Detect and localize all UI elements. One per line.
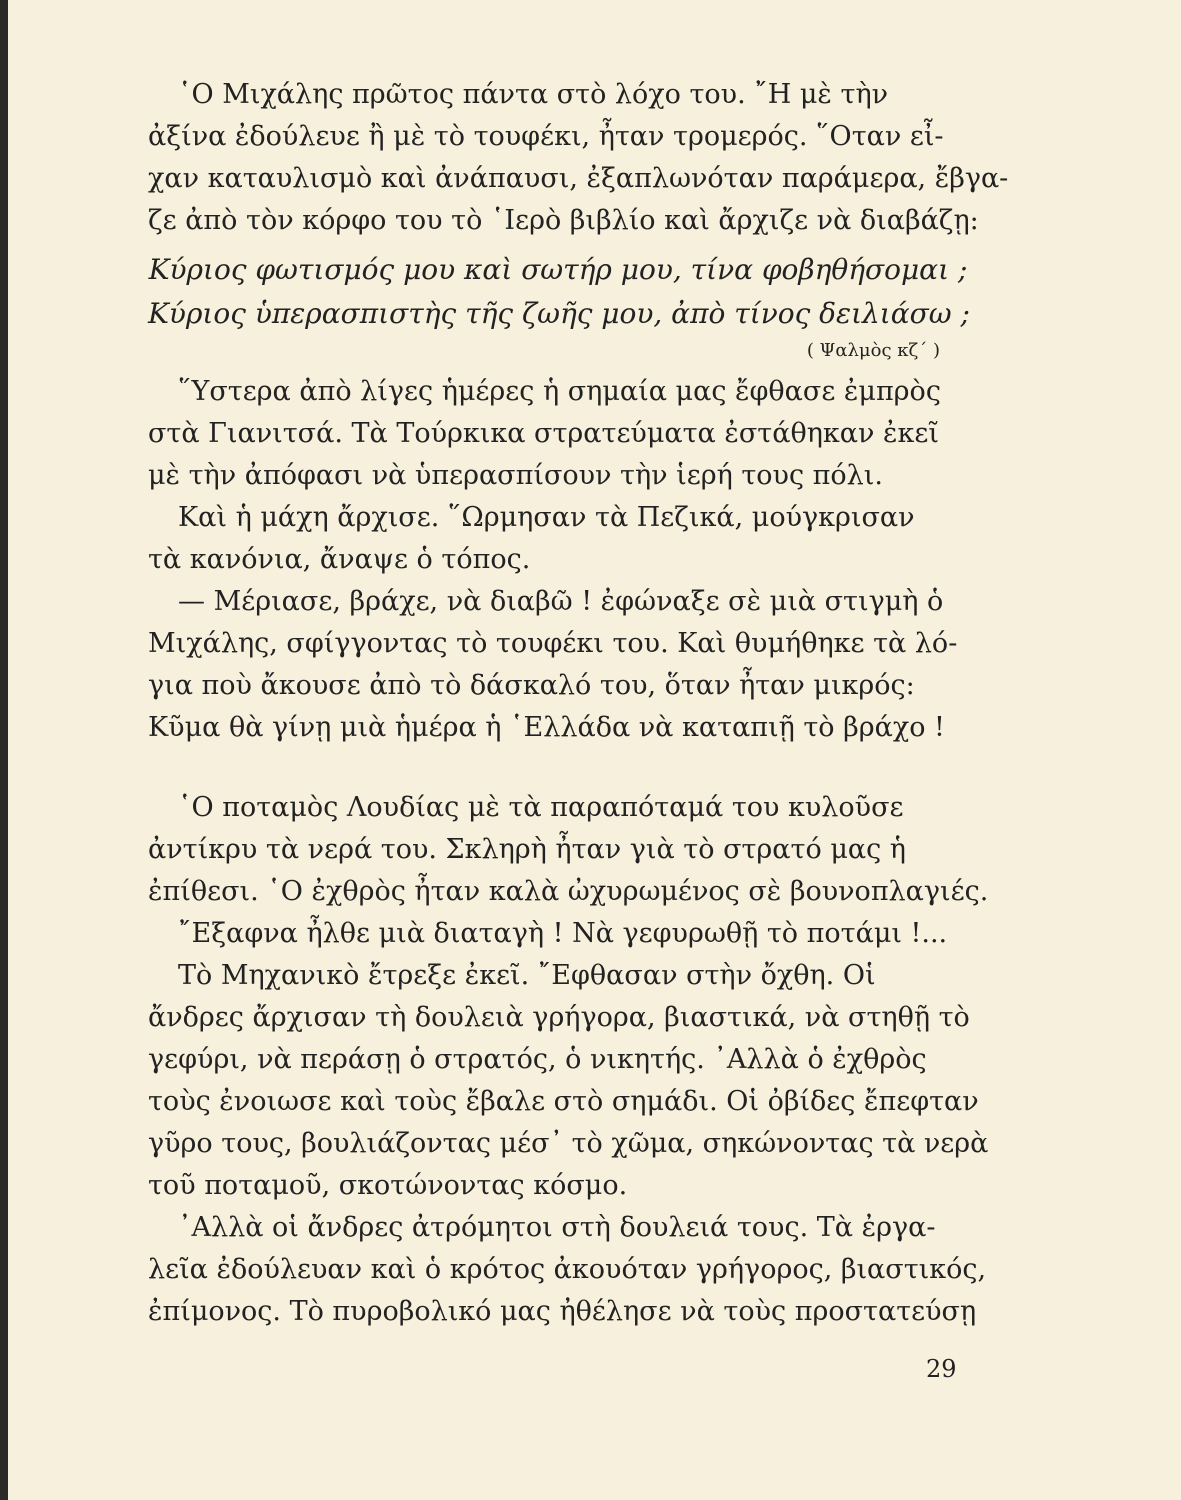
paragraph-6 (148, 913, 968, 955)
paragraph-2 (148, 371, 968, 497)
paragraph-1 (148, 74, 1009, 242)
text-line: στὰ Γιανιτσά. Τὰ Τούρκικα στρατεύματα ἐστάθηκαν ἐκεῖ (148, 418, 939, 449)
verse-reference: ( Ψαλμὸς κζ΄ ) (806, 340, 940, 361)
text-line: Τὸ Μηχανικὸ ἔτρεξε ἐκεῖ. ῎Εφθασαν στὴν ὄχθη. Οἱ (178, 960, 876, 991)
psalm-verse (148, 248, 968, 336)
paragraph-5 (148, 787, 989, 913)
text-line: για ποὺ ἄκουσε ἀπὸ τὸ δάσκαλό του, ὅταν ἦταν μικρός: (148, 670, 915, 701)
text-line: γῦρο τους, βουλιάζοντας μέσ᾿ τὸ χῶμα, σηκώνοντας τὰ νερὰ (148, 1128, 989, 1159)
text-line: ῾Ο ποταμὸς Λουδίας μὲ τὰ παραπόταμά του κυλοῦσε (178, 792, 904, 823)
text-line: ζε ἀπὸ τὸν κόρφο του τὸ ῾Ιερὸ βιβλίο καὶ ἄρχιζε νὰ διαβάζῃ: (148, 205, 979, 236)
text-line: ἐπίμονος. Τὸ πυροβολικό μας ἠθέλησε νὰ τοὺς προστατεύσῃ (148, 1296, 977, 1327)
text-line: ἀντίκρυ τὰ νερά του. Σκληρὴ ἦταν γιὰ τὸ στρατό μας ἡ (148, 834, 906, 865)
verse-line: Κύριος ὑπερασπιστὴς τῆς ζωῆς μου, ἀπὸ τίνος δειλιάσω ; (148, 297, 970, 330)
text-line: ῾Ο Μιχάλης πρῶτος πάντα στὸ λόχο του. ῎Η μὲ τὴν (178, 79, 889, 110)
verse-line: Κύριος φωτισμός μου καὶ σωτήρ μου, τίνα φοβηθήσομαι ; (148, 253, 968, 286)
text-line: ᾿Αλλὰ οἱ ἄνδρες ἀτρόμητοι στὴ δουλειά τους. Τὰ ἐργα- (178, 1212, 936, 1243)
text-line: χαν καταυλισμὸ καὶ ἀνάπαυσι, ἐξαπλωνόταν παράμερα, ἔβγα- (148, 163, 1009, 194)
text-line: Καὶ ἡ μάχη ἄρχισε. ῞Ωρμησαν τὰ Πεζικά, μούγκρισαν (178, 502, 915, 533)
text-line: τοῦ ποταμοῦ, σκοτώνοντας κόσμο. (148, 1170, 628, 1201)
book-page (148, 74, 1009, 1333)
paragraph-7 (148, 955, 989, 1207)
text-line: τὰ κανόνια, ἄναψε ὁ τόπος. (148, 544, 531, 575)
paragraph-3 (148, 497, 968, 581)
text-line: ἐπίθεσι. ῾Ο ἐχθρὸς ἦταν καλὰ ὠχυρωμένος σὲ βουνοπλαγιές. (148, 876, 989, 907)
paragraph-8 (148, 1207, 987, 1333)
text-line: — Μέριασε, βράχε, νὰ διαβῶ ! ἐφώναξε σὲ μιὰ στιγμὴ ὁ (178, 586, 944, 617)
scan-edge (0, 0, 8, 1500)
text-line: τοὺς ἐνοιωσε καὶ τοὺς ἔβαλε στὸ σημάδι. Οἱ ὀβίδες ἔπεφταν (148, 1086, 979, 1117)
text-line: γεφύρι, νὰ περάσῃ ὁ στρατός, ὁ νικητής. ᾿Αλλὰ ὁ ἐχθρὸς (148, 1044, 927, 1075)
text-line: ἀξίνα ἐδούλευε ἢ μὲ τὸ τουφέκι, ἦταν τρομερός. ῞Οταν εἶ- (148, 121, 944, 152)
text-line: ῞Υστερα ἀπὸ λίγες ἡμέρες ἡ σημαία μας ἔφθασε ἐμπρὸς (178, 376, 941, 407)
text-line: Μιχάλης, σφίγγοντας τὸ τουφέκι του. Καὶ θυμήθηκε τὰ λό- (148, 628, 958, 659)
section-gap (148, 749, 968, 787)
paragraph-4 (148, 581, 968, 749)
text-line: Κῦμα θὰ γίνῃ μιὰ ἡμέρα ἡ ῾Ελλάδα νὰ καταπιῇ τὸ βράχο ! (148, 712, 945, 743)
text-line: ῎Εξαφνα ἦλθε μιὰ διαταγὴ ! Νὰ γεφυρωθῇ τὸ ποτάμι !... (178, 918, 948, 949)
text-line: μὲ τὴν ἀπόφασι νὰ ὑπερασπίσουν τὴν ἱερή τους πόλι. (148, 460, 883, 491)
text-line: λεῖα ἐδούλευαν καὶ ὁ κρότος ἀκουόταν γρήγορος, βιαστικός, (148, 1254, 987, 1285)
text-line: ἄνδρες ἄρχισαν τὴ δουλειὰ γρήγορα, βιαστικά, νὰ στηθῇ τὸ (148, 1002, 970, 1033)
page-number: 29 (926, 1355, 957, 1383)
